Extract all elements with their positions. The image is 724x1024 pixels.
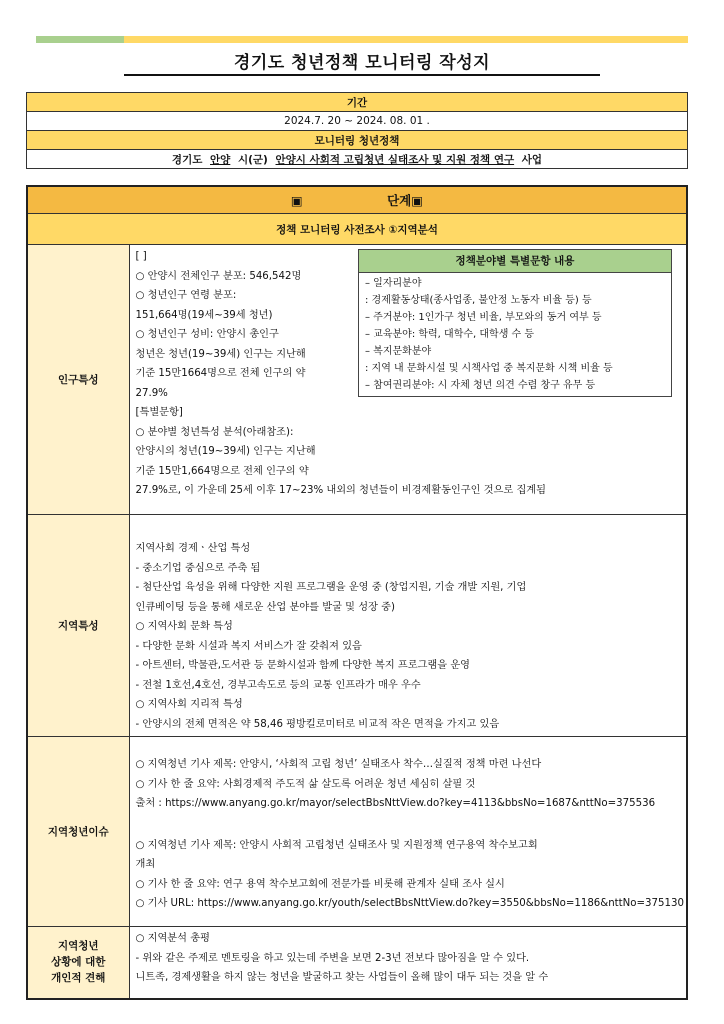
text-line: 27.9% [135,387,168,399]
text-line: ○ 기사 URL: https://www.anyang.go.kr/youth/selectBbsNttView.do?key=3550&bbsNo=1186&nttNo=375130 [135,898,684,909]
opinion-lines [136,929,681,988]
population-content [129,245,687,515]
analysis-table [26,185,688,1000]
text-line: ○ 지역분석 총평 [135,933,210,944]
text-line: 기준 15만1,664명으로 전체 인구의 약 [135,465,309,477]
text-line: 기준 15만1664명으로 전체 인구의 약 [135,368,306,379]
text-line: ○ 지역사회 지리적 특성 [135,699,243,710]
phase-label: 단계▣ [387,193,424,208]
text-line: ○ 안양시 전체인구 분포: 546,542명 [135,270,302,282]
text-line: : 경제활동상태(종사업종, 불안정 노동자 비율 등) 등 [365,295,592,306]
text-line: ○ 청년인구 연령 분포: [135,290,237,301]
text-line: 인큐베이팅 등을 통해 새로운 산업 분야를 발굴 및 성장 중) [135,601,395,613]
period-value: 2024.7. 20 ~ 2024. 08. 01 . [27,112,688,131]
project-suffix: 사업 [521,153,543,166]
region-lines [136,539,681,734]
text-line: ○ 지역청년 기사 제목: 안양시, ‘사회적 고립 청년’ 실태조사 착수…실질적 정책 마련 나선다 [135,759,542,770]
phase-subtitle: 정책 모니터링 사전조사 ①지역분석 [27,214,687,245]
opinion-label-line-3: 개인적 견해 [51,972,106,985]
text-line: 지역사회 경제ㆍ산업 특성 [135,543,251,554]
text-line: - 아트센터, 박물관,도서관 등 문화시설과 함께 다양한 복지 프로그램을 운영 [135,660,471,671]
text-line: - 위와 같은 주제로 멘토링을 하고 있는데 주변을 보면 2-3년 전보다 많아짐을 알 수 있다. [135,952,530,964]
text-line: [특별문항] [135,407,183,418]
special-items-list [359,273,671,396]
text-line: [ ] [135,251,147,262]
page-title: 경기도 청년정책 모니터링 작성지 [233,53,491,73]
text-line: - 다양한 문화 시설과 복지 서비스가 잘 갖춰져 있음 [135,640,362,652]
policy-value [27,150,688,169]
text-line: - 전철 1호선,4호선, 경부고속도로 등의 교통 인프라가 매우 우수 [135,679,421,691]
text-line: – 참여권리분야: 시 자체 청년 의견 수렴 창구 유무 등 [365,380,596,391]
special-items-box [358,249,672,397]
region-label: 지역특성 [27,515,129,737]
text-line: 니트족, 경제생활을 하지 않는 청년을 발굴하고 찾는 사업들이 올해 많이 대두 되는 것을 알 수 [135,972,549,983]
issues-content [129,737,687,927]
text-line: 27.9%로, 이 가운데 25세 이후 17~23% 내외의 청년들이 비경제활동인구인 것으로 집계됨 [135,485,546,496]
text-line: – 교육분야: 학력, 대학수, 대학생 수 등 [365,329,535,340]
text-line: ○ 청년인구 성비: 안양시 총인구 [135,329,279,340]
project-name: 안양시 사회적 고립청년 실태조사 및 지원 정책 연구 [275,153,515,166]
city: 안양 [210,153,231,166]
text-line: - 안양시의 전체 면적은 약 58,46 평방킬로미터로 비교적 작은 면적을 가지고 있음 [135,718,500,730]
issues-group-2 [135,836,684,914]
city-suffix: 시(군) [237,153,268,166]
special-items-title: 정책분야별 특별문항 내용 [359,250,671,273]
header-accent-yellow [124,36,688,43]
period-label: 기간 [27,93,688,112]
text-line: 151,664명(19세~39세 청년) [135,309,273,321]
title-underline [124,74,600,76]
text-line: - 첨단산업 육성을 위해 다양한 지원 프로그램을 운영 중 (창업지원, 기술 개발 지원, 기업 [135,582,527,593]
text-line: ○ 기사 한 줄 요약: 사회경제적 주도적 삶 살도록 어려운 청년 세심히 살필 것 [135,778,476,790]
text-line: ○ 분야별 청년특성 분석(아래참조): [135,426,294,438]
province: 경기도 [171,153,203,166]
region-content [129,515,687,737]
population-label: 인구특성 [27,245,129,515]
text-line: – 복지문화분야 [365,346,432,357]
text-line: - 중소기업 중심으로 주축 됨 [135,562,261,574]
phase-mark: ▣ [290,193,303,208]
phase-header [27,186,687,214]
text-line: 청년은 청년(19~39세) 인구는 지난해 [135,348,306,360]
text-line: 개최 [135,859,156,870]
policy-label: 모니터링 청년정책 [27,131,688,150]
text-line: ○ 기사 한 줄 요약: 연구 용역 착수보고회에 전문가를 비롯해 관계자 실태 조사 실시 [135,878,505,890]
opinion-content [129,927,687,999]
text-line: 출처 : https://www.anyang.go.kr/mayor/selectBbsNttView.do?key=4113&bbsNo=1687&nttNo=375536 [135,798,656,809]
info-table [26,92,688,169]
text-line: – 주거분야: 1인가구 청년 비율, 부모와의 동거 여부 등 [365,312,602,323]
opinion-label-line-1: 지역청년 [57,940,99,953]
opinion-label [27,927,129,999]
issues-group-1 [136,755,681,814]
text-line: ○ 지역사회 문화 특성 [135,621,233,632]
header-accent-green [36,36,124,43]
text-line: 안양시의 청년(19~39세) 인구는 지난해 [135,446,316,457]
opinion-label-line-2: 상황에 대한 [51,956,106,969]
text-line: : 지역 내 문화시설 및 시책사업 중 복지문화 시책 비율 등 [365,363,613,374]
issues-label: 지역청년이슈 [27,737,129,927]
text-line: – 일자리분야 [365,278,422,289]
text-line: ○ 지역청년 기사 제목: 안양시 사회적 고립청년 실태조사 및 지원정책 연구용역 착수보고회 [135,839,538,851]
